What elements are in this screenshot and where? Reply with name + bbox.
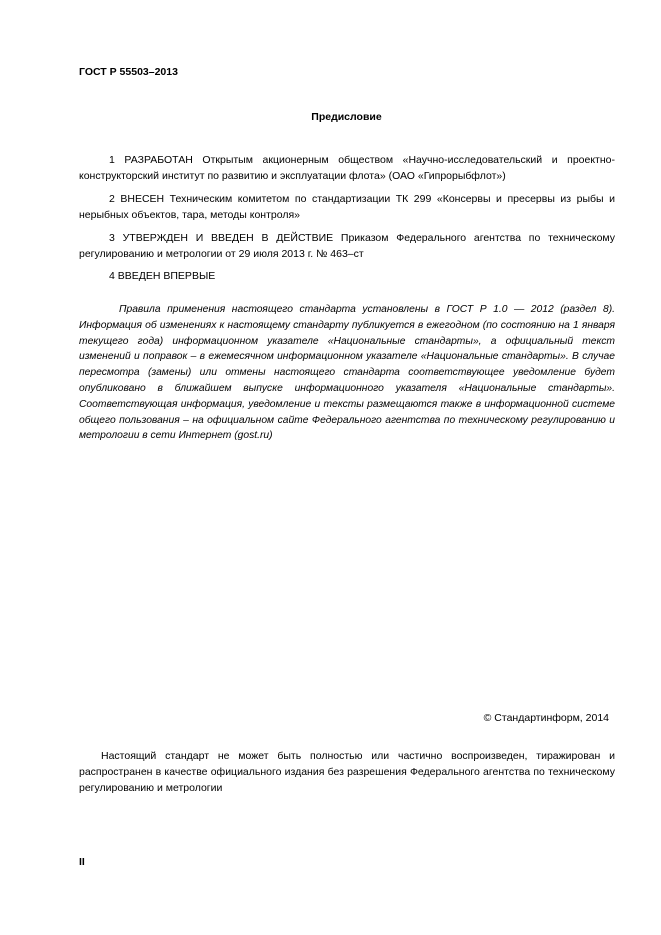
preface-item-3: 3 УТВЕРЖДЕН И ВВЕДЕН В ДЕЙСТВИЕ Приказом Федерального агентства по техническому регулированию и метрологии от 29 июля 2013 г. № 463–ст [79, 232, 615, 260]
preface-item-4: 4 ВВЕДЕН ВПЕРВЫЕ [109, 270, 216, 282]
copyright-notice: © Стандартинформ, 2014 [483, 712, 609, 724]
standard-notice: Правила применения настоящего стандарта установлены в ГОСТ Р 1.0 — 2012 (раздел 8). Информация об изменениях к настоящему стандарту публикуется в ежегодном (по состоянию на 1 января текущего года) информационном указателе «Национальные стандарты», а официальный текст изменений и поправок – в ежемесячном информационном указателе «Национальные стандарты». В случае пересмотра (замены) или отмены настоящего стандарта соответствующее уведомление будет опубликовано в ближайшем выпуске информационного указателя «Национальные стандарты». Соответствующая информация, уведомление и тексты размещаются также в информационной системе общего пользования – на официальном сайте Федерального агентства по техническому регулированию и метрологии в сети Интернет (gost.ru) [79, 304, 615, 442]
page-title: Предисловие [311, 111, 382, 123]
document-id: ГОСТ Р 55503–2013 [79, 66, 178, 78]
preface-item-2: 2 ВНЕСЕН Техническим комитетом по стандартизации ТК 299 «Консервы и пресервы из рыбы и нерыбных объектов, тара, методы контроля» [79, 193, 615, 221]
preface-item-1: 1 РАЗРАБОТАН Открытым акционерным обществом «Научно-исследовательский и проектно-конструкторский институт по развитию и эксплуатации флота» (ОАО «Гипрорыбфлот») [79, 154, 615, 182]
page-number: II [79, 856, 85, 868]
reproduction-notice: Настоящий стандарт не может быть полностью или частично воспроизведен, тиражирован и распространен в качестве официального издания без разрешения Федерального агентства по техническому регулированию и метрологии [79, 750, 615, 794]
